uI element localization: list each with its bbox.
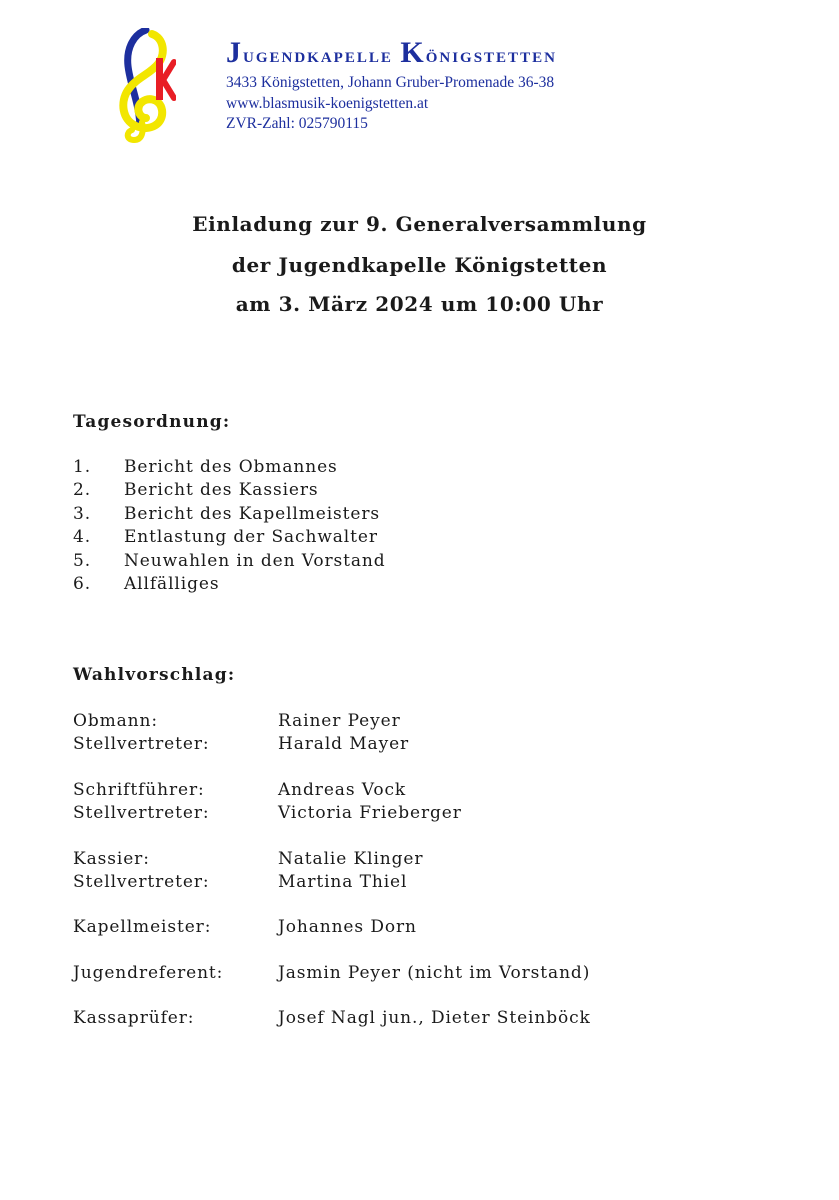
election-slate [73,710,591,1053]
agenda-item-number: 2. [73,480,92,501]
slate-role: Schriftführer: [73,779,205,800]
slate-candidate-name: Natalie Klinger [278,848,424,869]
slate-row [73,710,591,733]
agenda-item-number: 4. [73,527,92,548]
slate-row [73,916,591,939]
slate-row [73,962,591,985]
slate-candidate-name: Martina Thiel [278,871,408,892]
slate-heading: Wahlvorschlag: [73,665,236,685]
slate-candidate-name: Josef Nagl jun., Dieter Steinböck [278,1008,591,1029]
treble-clef-logo-icon [112,28,176,146]
slate-group [73,779,591,826]
agenda-item [73,526,386,549]
agenda-item [73,479,386,502]
slate-group [73,710,591,757]
agenda-item-text: Allfälliges [124,573,220,594]
agenda-heading: Tagesordnung: [73,412,231,432]
slate-role: Stellvertreter: [73,871,210,892]
agenda-item-text: Neuwahlen in den Vorstand [124,550,386,571]
agenda-item-number: 6. [73,573,92,594]
agenda-item [73,573,386,596]
slate-row [73,871,591,894]
organization-name: Jugendkapelle Königstetten [226,36,557,69]
slate-candidate-name: Jasmin Peyer (nicht im Vorstand) [278,962,591,983]
agenda-item-text: Bericht des Kassiers [124,480,319,501]
slate-role: Stellvertreter: [73,734,210,755]
agenda-item-number: 5. [73,550,92,571]
agenda-item-text: Bericht des Kapellmeisters [124,503,381,524]
agenda-item [73,456,386,479]
agenda-item-text: Entlastung der Sachwalter [124,527,378,548]
invitation-title-line-3: am 3. März 2024 um 10:00 Uhr [235,292,604,316]
slate-row [73,848,591,871]
agenda-item-text: Bericht des Obmannes [124,457,338,477]
invitation-title-line-1: Einladung zur 9. Generalversammlung [192,212,647,236]
slate-candidate-name: Rainer Peyer [278,711,401,731]
slate-role: Jugendreferent: [73,962,224,983]
organization-website: www.blasmusik-koenigstetten.at [226,95,429,112]
slate-role: Kassier: [73,848,150,869]
slate-row [73,733,591,756]
agenda-item [73,550,386,573]
slate-row [73,1007,591,1030]
organization-zvr: ZVR-Zahl: 025790115 [226,115,368,132]
slate-candidate-name: Victoria Frieberger [278,803,462,824]
slate-row [73,802,591,825]
agenda-list [73,456,386,596]
slate-candidate-name: Johannes Dorn [278,917,417,938]
slate-role: Kassaprüfer: [73,1008,195,1029]
slate-row [73,779,591,802]
invitation-title-line-2: der Jugendkapelle Königstetten [231,253,608,277]
slate-candidate-name: Andreas Vock [278,779,407,800]
agenda-item [73,503,386,526]
slate-group [73,962,591,985]
slate-role: Kapellmeister: [73,917,212,938]
organization-address: 3433 Königstetten, Johann Gruber-Promenade 36-38 [226,74,555,91]
agenda-item-number: 3. [73,503,92,524]
slate-candidate-name: Harald Mayer [278,734,410,755]
slate-group [73,1007,591,1030]
slate-role: Obmann: [73,711,158,731]
agenda-item-number: 1. [73,457,92,477]
slate-group [73,848,591,895]
slate-role: Stellvertreter: [73,803,210,824]
slate-group [73,916,591,939]
